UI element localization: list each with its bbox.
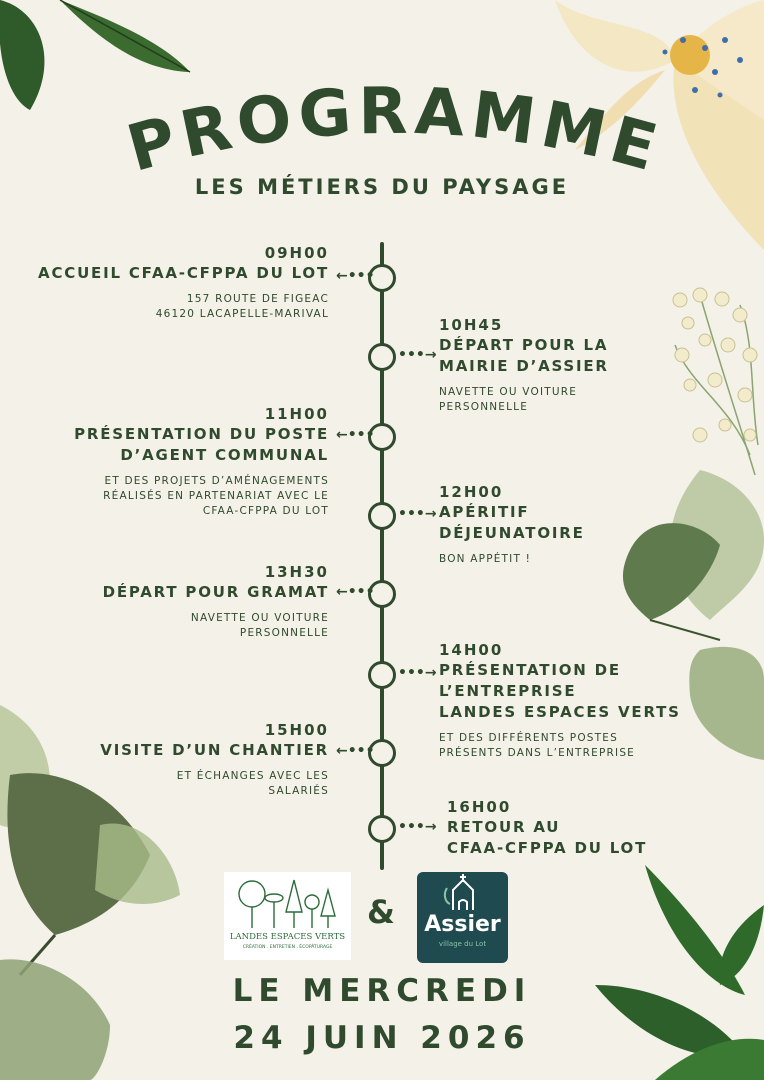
timeline-spine xyxy=(380,242,384,870)
ampersand: & xyxy=(367,893,395,931)
timeline-node xyxy=(368,661,396,689)
schedule-heading: APÉRITIF xyxy=(439,503,530,521)
schedule-heading: CFAA-CFPPA DU LOT xyxy=(447,839,648,857)
schedule-heading: DÉJEUNATOIRE xyxy=(439,524,585,542)
schedule-item xyxy=(38,243,329,322)
schedule-note-line: ET DES PROJETS D’AMÉNAGEMENTS xyxy=(104,475,329,487)
schedule-note-line: ET DES DIFFÉRENTS POSTES xyxy=(439,732,618,744)
schedule-time: 11H00 xyxy=(264,405,329,423)
schedule-note-line: 46120 LACAPELLE-MARIVAL xyxy=(155,308,329,320)
arrow-left-icon: ←••• xyxy=(336,268,375,284)
schedule-item xyxy=(74,404,329,519)
schedule-note-line: BON APPÉTIT ! xyxy=(439,553,532,565)
schedule-time: 15H00 xyxy=(264,721,329,739)
schedule-note-line: 157 ROUTE DE FIGEAC xyxy=(186,293,329,305)
assier-logo xyxy=(417,872,508,963)
timeline-node xyxy=(368,343,396,371)
trees-icon xyxy=(224,872,351,932)
arrow-right-icon: •••→ xyxy=(398,506,437,522)
schedule-item xyxy=(439,640,681,761)
schedule-note-line: NAVETTE OU VOITURE xyxy=(439,386,578,398)
schedule-note xyxy=(100,769,329,799)
arrow-right-icon: •••→ xyxy=(398,819,437,835)
schedule-heading: RETOUR AU xyxy=(447,818,561,836)
landes-logo-tagline: CRÉATION . ENTRETIEN . ÉCOPÂTURAGE xyxy=(242,945,333,950)
schedule-note-line: ET ÉCHANGES AVEC LES xyxy=(176,770,329,782)
schedule-note xyxy=(74,474,329,519)
schedule-heading: VISITE D’UN CHANTIER xyxy=(100,741,329,759)
landes-espaces-verts-logo xyxy=(224,872,351,960)
schedule-time: 13H30 xyxy=(264,563,329,581)
schedule-heading: D’AGENT COMMUNAL xyxy=(120,446,329,464)
schedule-item xyxy=(100,720,329,799)
schedule-note-line: CFAA-CFPPA DU LOT xyxy=(202,505,329,517)
schedule-heading: PRÉSENTATION DU POSTE xyxy=(74,425,329,443)
arrow-left-icon: ←••• xyxy=(336,584,375,600)
date-day: 24 JUIN 2026 xyxy=(233,1020,531,1056)
schedule-item xyxy=(447,797,647,859)
schedule-time: 16H00 xyxy=(447,798,512,816)
schedule-note-line: PRÉSENTS DANS L’ENTREPRISE xyxy=(439,747,636,759)
schedule-heading: LANDES ESPACES VERTS xyxy=(439,703,681,721)
svg-text:PROGRAMME: PROGRAMME xyxy=(119,74,670,188)
page-subtitle: LES MÉTIERS DU PAYSAGE xyxy=(194,175,570,199)
schedule-note-line: PERSONNELLE xyxy=(439,401,529,413)
schedule-note-line: PERSONNELLE xyxy=(239,627,329,639)
timeline-node xyxy=(368,502,396,530)
date-weekday: LE MERCREDI xyxy=(232,973,532,1009)
schedule-time: 14H00 xyxy=(439,641,504,659)
church-icon xyxy=(417,872,508,912)
schedule-note xyxy=(439,731,681,761)
schedule-time: 10H45 xyxy=(439,316,504,334)
schedule-item xyxy=(439,315,609,415)
schedule-item xyxy=(103,562,329,641)
schedule-note xyxy=(439,552,585,567)
schedule-heading: DÉPART POUR LA xyxy=(439,336,609,354)
schedule-time: 09H00 xyxy=(264,244,329,262)
assier-logo-name: Assier xyxy=(424,912,501,937)
schedule-item xyxy=(439,482,585,567)
schedule-note xyxy=(439,385,609,415)
landes-logo-name: LANDES ESPACES VERTS xyxy=(229,932,346,942)
arrow-left-icon: ←••• xyxy=(336,743,375,759)
schedule-note-line: NAVETTE OU VOITURE xyxy=(190,612,329,624)
assier-logo-tagline: village du Lot xyxy=(438,940,487,948)
schedule-heading: PRÉSENTATION DE xyxy=(439,661,621,679)
schedule-note-line: SALARIÉS xyxy=(268,785,329,797)
arrow-right-icon: •••→ xyxy=(398,665,437,681)
schedule-note-line: RÉALISÉS EN PARTENARIAT AVEC LE xyxy=(103,490,329,502)
schedule-heading: MAIRIE D’ASSIER xyxy=(439,357,609,375)
right-wildflowers xyxy=(660,285,764,475)
schedule-heading: DÉPART POUR GRAMAT xyxy=(102,583,329,601)
schedule-heading: ACCUEIL CFAA-CFPPA DU LOT xyxy=(38,264,329,282)
schedule-time: 12H00 xyxy=(439,483,504,501)
schedule-heading: L’ENTREPRISE xyxy=(439,682,577,700)
arrow-right-icon: •••→ xyxy=(398,347,437,363)
schedule-note xyxy=(38,292,329,322)
schedule-note xyxy=(103,611,329,641)
timeline-node xyxy=(368,815,396,843)
arrow-left-icon: ←••• xyxy=(336,427,375,443)
